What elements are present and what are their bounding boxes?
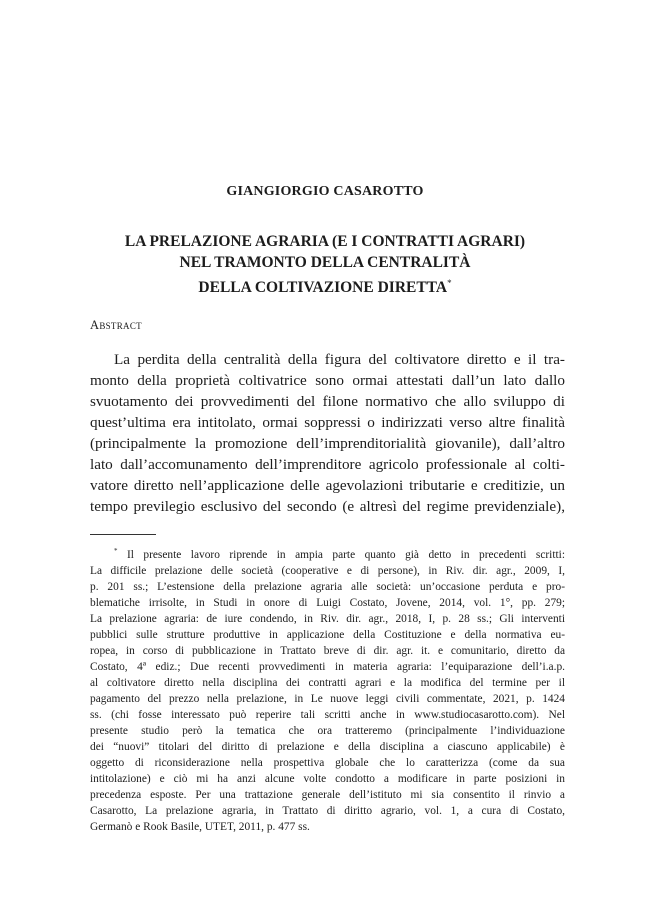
abstract-line: (principalmente la promozione dell’imprenditorialità giovanile), dall’altro bbox=[90, 435, 565, 452]
footnote-mark: * bbox=[114, 547, 118, 555]
title-footnote-mark: * bbox=[447, 278, 452, 288]
footnote-line: Casarotto, La prelazione agraria, in Trattato di diritto agrario, vol. 1, a cura di Costato, bbox=[90, 804, 565, 817]
abstract-line: tempo previlegio esclusivo del secondo (e altresì del regime previdenziale), bbox=[90, 498, 565, 515]
footnote-line: ss. (chi fosse interessato può reperire tali scritti anche in www.studiocasarotto.com). Nel bbox=[90, 708, 565, 721]
footnote-line: intitolazione) e ciò mi ha anzi alcune volte condotto a modificare in parte posizioni in bbox=[90, 772, 565, 785]
abstract-line: svuotamento dei provvedimenti del filone normativo che allo sviluppo di bbox=[90, 393, 565, 410]
title-line-3-text: DELLA COLTIVAZIONE DIRETTA bbox=[198, 279, 448, 297]
footnote-line: pagamento del prezzo nella prelazione, in Le nuove leggi civili commentate, 2021, p. 1424 bbox=[90, 692, 565, 705]
footnote-line-text: Il presente lavoro riprende in ampia parte quanto già detto in precedenti scritti: bbox=[126, 548, 565, 561]
footnote-line: dei “nuovi” titolari del diritto di prelazione e della disciplina a ciascuno applicabile) è bbox=[90, 740, 565, 753]
author-name: GIANGIORGIO CASAROTTO bbox=[226, 184, 424, 199]
abstract-line: La perdita della centralità della figura del coltivatore diretto e il tra- bbox=[114, 351, 565, 368]
title-line-2: NEL TRAMONTO DELLA CENTRALITÀ bbox=[179, 254, 471, 271]
abstract-line: vatore diretto nell’applicazione delle agevolazioni tributarie e creditizie, un bbox=[90, 477, 565, 494]
abstract-line: quest’ultima era intitolato, ormai soppressi o indirizzati verso altre finalità bbox=[90, 414, 565, 431]
footnote-line: La difficile prelazione delle società (cooperative e di persone), in Riv. dir. agr., 2009, I, bbox=[90, 564, 565, 577]
footnote-line: p. 201 ss.; L’estensione della prelazione agraria alle società: un’occasione perduta e pro- bbox=[90, 580, 565, 593]
footnote-line: La prelazione agraria: de iure condendo, in Riv. dir. agr., 2018, I, p. 28 ss.; Gli interventi bbox=[90, 612, 565, 625]
title-line-1: LA PRELAZIONE AGRARIA (E I CONTRATTI AGRARI) bbox=[124, 233, 526, 250]
footnote-line: ropea, in corso di pubblicazione in Trattato breve di dir. agr. it. e comunitario, diretto da bbox=[90, 644, 565, 657]
footnote-line: Germanò e Rook Basile, UTET, 2011, p. 477 ss. bbox=[90, 820, 310, 833]
footnote-line: pubblici sulle strutture produttive in applicazione della Costituzione e della normativa eu- bbox=[90, 628, 565, 641]
footnote-line: presente studio però la tematica che ora tratteremo (principalmente l’individuazione bbox=[90, 724, 565, 737]
footnote-line bbox=[90, 543, 565, 563]
footnote-line: oggetto di riconsiderazione nella prospettiva globale che lo caratterizza (come da sua bbox=[90, 756, 565, 769]
title-line-3 bbox=[90, 273, 560, 298]
abstract-paragraph bbox=[90, 349, 565, 517]
abstract-line: monto della proprietà coltivatrice sono ormai attestati dall’un lato dallo bbox=[90, 372, 565, 389]
footnote-line: al coltivatore diretto nella disciplina dei contratti agrari e la modifica del termine per il bbox=[90, 676, 565, 689]
footnote bbox=[90, 543, 565, 835]
article-title bbox=[90, 231, 560, 298]
footnote-line: precedenza esposte. Per una trattazione generale dell’istituto mi sia consentito il rinvio a bbox=[90, 788, 565, 801]
abstract-heading: Abstract bbox=[90, 318, 142, 332]
footnote-line: blematiche irrisolte, in Studi in onore di Luigi Costato, Jovene, 2014, vol. 1°, pp. 279; bbox=[90, 596, 565, 609]
footnote-line: Costato, 4ª ediz.; Due recenti provvedimenti in materia agraria: l’equiparazione dell’i.a.p. bbox=[90, 660, 565, 673]
abstract-line: lato dall’accomunamento dell’imprenditore agricolo professionale al colti- bbox=[90, 456, 565, 473]
footnote-separator bbox=[90, 534, 156, 535]
